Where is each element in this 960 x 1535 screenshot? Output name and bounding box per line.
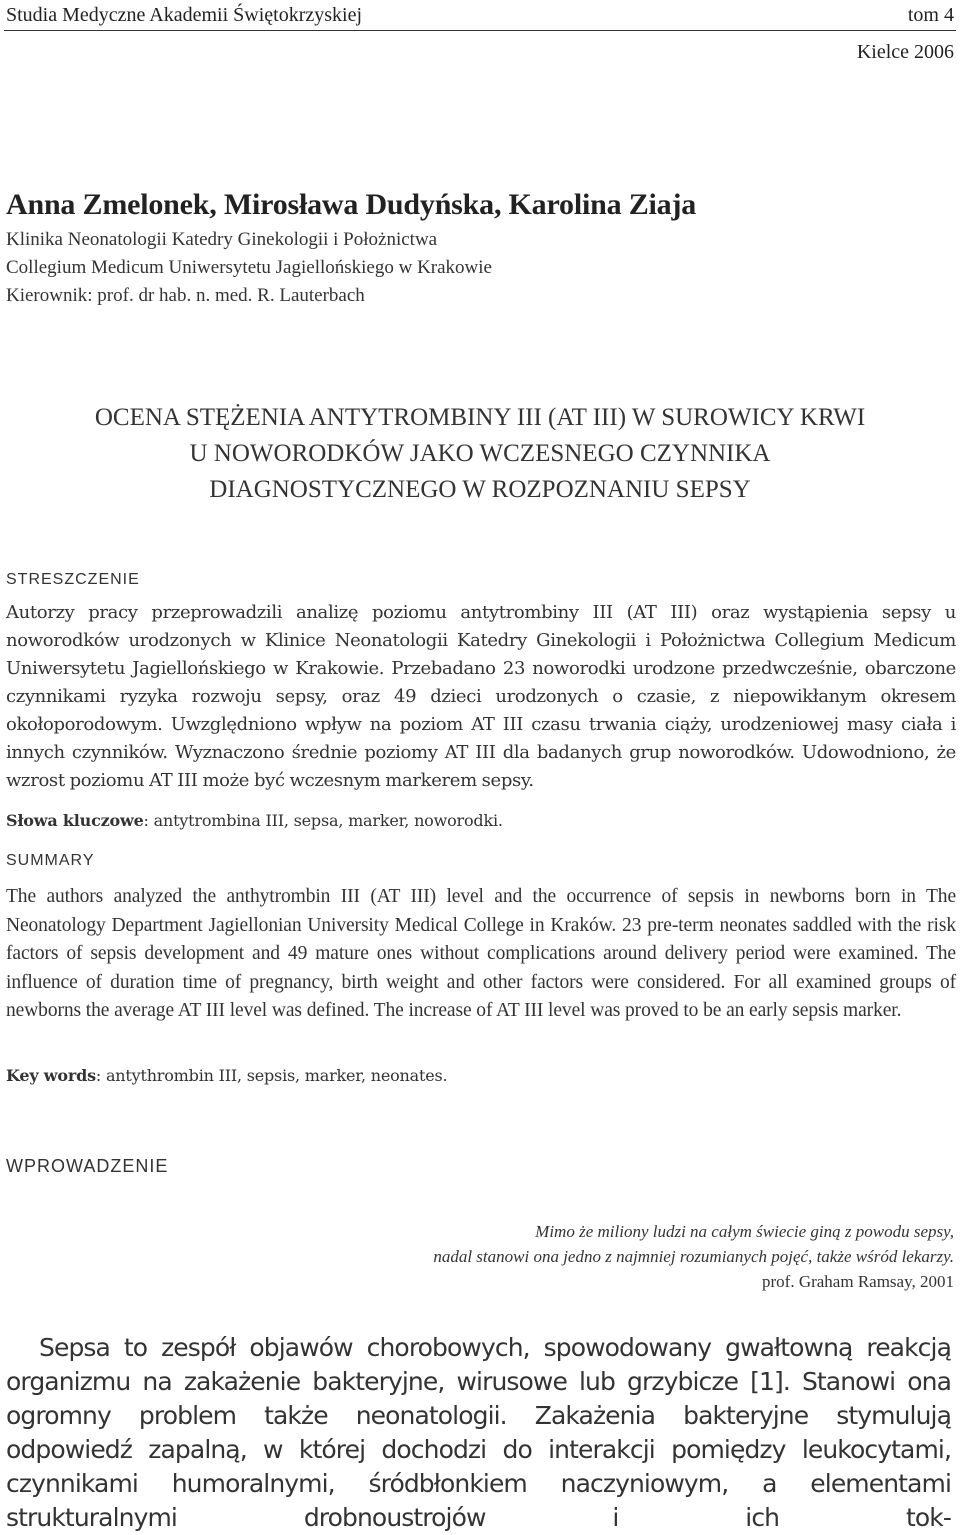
keywords-label-en: Key words — [6, 1066, 96, 1085]
introduction-heading: WPROWADZENIE — [6, 1156, 169, 1176]
affiliation-line-2: Collegium Medicum Uniwersytetu Jagiellońskiego w Krakowie — [6, 257, 492, 278]
streszczenie-text: Autorzy pracy przeprowadzili analizę poziomu antytrombiny III (AT III) oraz wystąpienia sepsy u noworodków urodzonych w Klinice Neonatologii Katedry Ginekologii i Położnictwa Collegium Medicum Uniwersytetu Jagiellońskiego w Krakowie. Przebadano 23 noworodki urodzone przedwcześnie, obarczone czynnikami ryzyka rozwoju sepsy, oraz 49 dzieci urodzonych o czasie, z niepowikłanym okresem okołoporodowym. Uwzględniono wpływ na poziom AT III czasu trwania ciąży, urodzeniowej masy ciała i innych czynników. Wyznaczono średnie poziomy AT III dla badanych grup noworodków. Udowodniono, że wzrost poziomu AT III może być wczesnym markerem sepsy. — [6, 602, 956, 791]
introduction-paragraph: Sepsa to zespół objawów chorobowych, spowodowany gwałtowną reakcją organizmu na zakażenie bakteryjne, wirusowe lub grzybicze [1]. Stanowi ona ogromny problem także neonatologii. Zakażenia bakteryjne stymulują odpowiedź zapalną, w której dochodzi do interakcji pomiędzy leukocytami, czynnikami humoralnymi, śródbłonkiem naczyniowym, a elementami strukturalnymi drobnoustrojów i ich tok- — [6, 1333, 951, 1532]
affiliation-line-3: Kierownik: prof. dr hab. n. med. R. Lauterbach — [6, 285, 365, 306]
keywords-list-en: : antythrombin III, sepsis, marker, neonates. — [95, 1066, 448, 1085]
epigraph-author: prof. Graham Ramsay, 2001 — [762, 1272, 954, 1291]
summary-keywords — [6, 1066, 447, 1085]
place-year: Kielce 2006 — [856, 41, 954, 63]
streszczenie-keywords — [6, 811, 503, 830]
epigraph-line-1: Mimo że miliony ludzi na całym świecie giną z powodu sepsy, — [535, 1222, 954, 1241]
keywords-label-pl: Słowa kluczowe — [6, 811, 144, 830]
keywords-list-pl: : antytrombina III, sepsa, marker, noworodki. — [143, 811, 503, 830]
summary-heading: SUMMARY — [6, 852, 95, 869]
summary-text: The authors analyzed the anthytrombin III (AT III) level and the occurrence of sepsis in newborns born in The Neonatology Department Jagiellonian University Medical College in Kraków. 23 pre-term neonates saddled with the risk factors of sepsis development and 49 mature ones without complications around delivery period were examined. The influence of duration time of pregnancy, birth weight and other factors were considered. For all examined groups of newborns the average AT III level was defined. The increase of AT III level was proved to be an early sepsis marker. — [6, 886, 956, 1021]
epigraph-line-2: nadal stanowi ona jedno z najmniej rozumianych pojęć, także wśród lekarzy. — [433, 1247, 954, 1266]
article-title-line-3: DIAGNOSTYCZNEGO W ROZPOZNANIU SEPSY — [209, 476, 751, 503]
journal-name: Studia Medyczne Akademii Świętokrzyskiej — [6, 4, 363, 26]
header-rule — [4, 30, 956, 31]
introduction-text — [6, 1331, 951, 1535]
article-title-line-2: U NOWORODKÓW JAKO WCZESNEGO CZYNNIKA — [189, 440, 771, 467]
streszczenie-heading: STRESZCZENIE — [6, 571, 140, 588]
article-title-line-1: OCENA STĘŻENIA ANTYTROMBINY III (AT III) W SUROWICY KRWI — [94, 404, 866, 431]
author-list: Anna Zmelonek, Mirosława Dudyńska, Karolina Ziaja — [6, 188, 697, 221]
affiliation-line-1: Klinika Neonatologii Katedry Ginekologii i Położnictwa — [6, 229, 438, 250]
journal-volume: tom 4 — [907, 4, 954, 26]
